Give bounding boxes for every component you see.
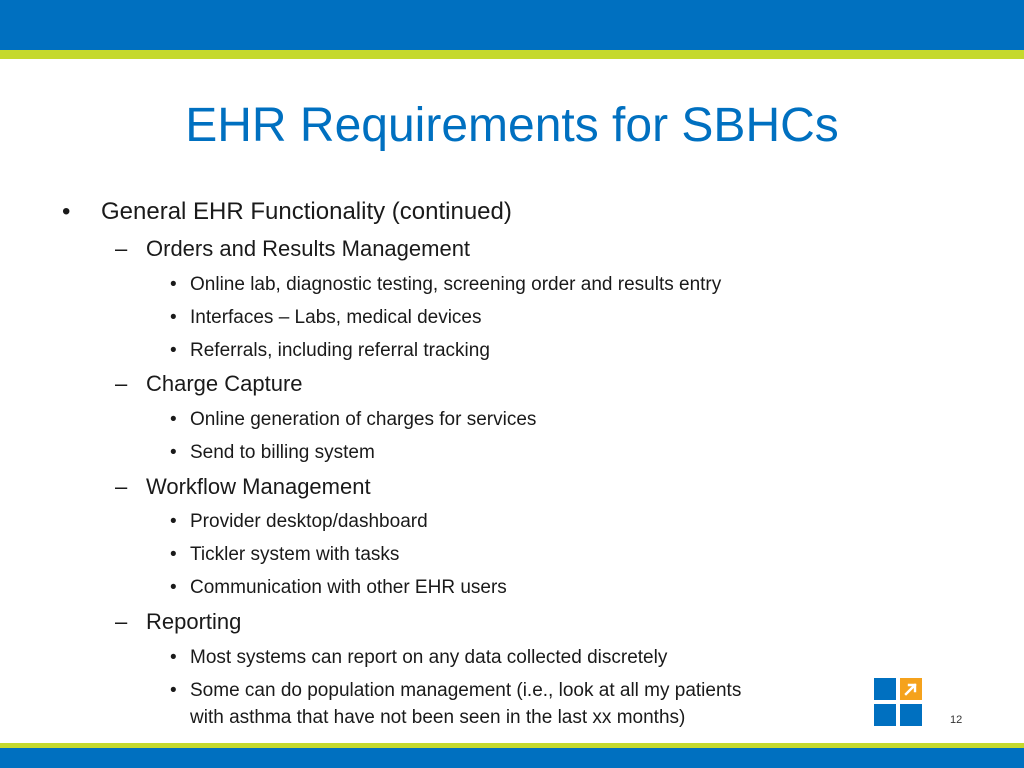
dash-icon: –	[115, 474, 128, 499]
dash-icon: –	[115, 371, 128, 396]
list-item: Communication with other EHR users	[190, 577, 507, 598]
bullet-icon: •	[170, 577, 177, 598]
list-item: Most systems can report on any data collected discretely	[190, 647, 668, 668]
dash-icon: –	[115, 609, 128, 634]
bullet-icon: •	[170, 544, 177, 565]
list-item: Send to billing system	[190, 442, 375, 463]
section-heading: Orders and Results Management	[146, 236, 471, 261]
bullet-icon: •	[170, 647, 177, 668]
footer-band	[0, 748, 1024, 768]
level1-item: General EHR Functionality (continued)	[101, 198, 512, 225]
bullet-icon: •	[170, 511, 177, 532]
logo	[874, 678, 922, 726]
dash-icon: –	[115, 236, 128, 261]
section-heading: Charge Capture	[146, 371, 303, 396]
bullet-icon: •	[170, 340, 177, 361]
list-item: Provider desktop/dashboard	[190, 511, 428, 532]
bullet-icon: •	[170, 442, 177, 463]
list-item-continuation: with asthma that have not been seen in the last xx months)	[190, 707, 686, 728]
section-heading: Workflow Management	[146, 474, 371, 499]
arrow-up-right-icon	[900, 678, 922, 700]
section-heading: Reporting	[146, 609, 242, 634]
slide-title: EHR Requirements for SBHCs	[185, 99, 839, 152]
list-item: Interfaces – Labs, medical devices	[190, 307, 482, 328]
list-item: Online lab, diagnostic testing, screening order and results entry	[190, 274, 722, 295]
list-item: Tickler system with tasks	[190, 544, 400, 565]
bullet-icon: •	[62, 198, 71, 225]
bullet-icon: •	[170, 307, 177, 328]
bullet-icon: •	[170, 409, 177, 430]
page-number: 12	[950, 714, 963, 726]
list-item: Online generation of charges for services	[190, 409, 537, 430]
list-item: Some can do population management (i.e., look at all my patients	[190, 680, 742, 701]
bullet-icon: •	[170, 274, 177, 295]
list-item: Referrals, including referral tracking	[190, 340, 490, 361]
bullet-icon: •	[170, 680, 177, 701]
